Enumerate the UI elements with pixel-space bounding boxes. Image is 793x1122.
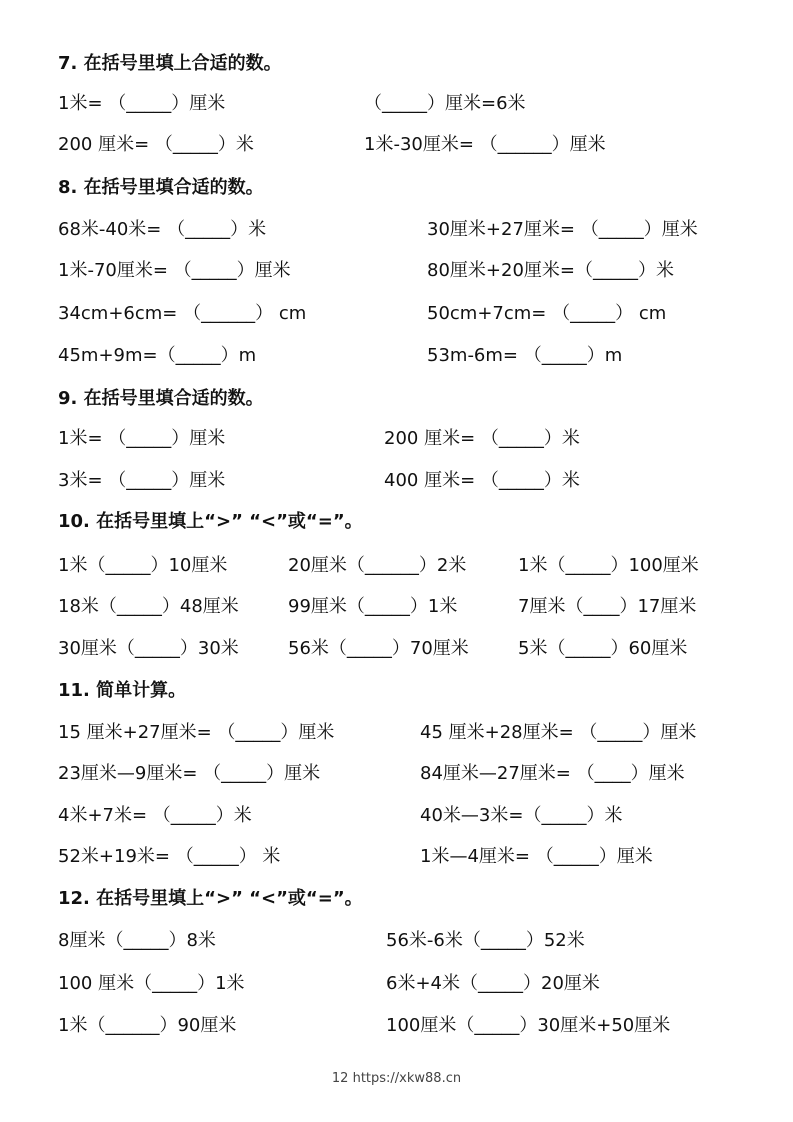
section-9-item: 200 厘米= （_____）米 — [384, 428, 580, 449]
section-7-item: 1米= （_____）厘米 — [58, 93, 226, 114]
section-8-item: 34cm+6cm= （______） cm — [58, 303, 307, 324]
section-8-item: 53m-6m= （_____）m — [427, 345, 623, 366]
section-8-item: 80厘米+20厘米=（_____）米 — [427, 260, 674, 281]
section-12-item: 56米-6米（_____）52米 — [386, 930, 585, 951]
section-10-item: 18米（_____）48厘米 — [58, 596, 239, 617]
section-9-title: 9. 在括号里填合适的数。 — [58, 388, 264, 409]
page-number: 12 — [331, 1071, 349, 1086]
section-11-item: 52米+19米= （_____） 米 — [58, 846, 281, 867]
section-11-title: 11. 简单计算。 — [58, 680, 187, 701]
section-10-item: 20厘米（______）2米 — [288, 555, 467, 576]
section-11-item: 4米+7米= （_____）米 — [58, 805, 252, 826]
section-7-item: （_____）厘米=6米 — [364, 93, 526, 114]
section-10-item: 1米（_____）100厘米 — [518, 555, 699, 576]
section-12-item: 8厘米（_____）8米 — [58, 930, 216, 951]
section-7-item: 200 厘米= （_____）米 — [58, 134, 254, 155]
section-11-item: 84厘米—27厘米= （____）厘米 — [420, 763, 685, 784]
section-8-item: 1米-70厘米= （_____）厘米 — [58, 260, 291, 281]
section-10-item: 7厘米（____）17厘米 — [518, 596, 697, 617]
section-11-item: 23厘米—9厘米= （_____）厘米 — [58, 763, 321, 784]
section-10-title: 10. 在括号里填上“>” “<”或“=”。 — [58, 511, 363, 532]
section-9-item: 3米= （_____）厘米 — [58, 470, 226, 491]
section-9-item: 1米= （_____）厘米 — [58, 428, 226, 449]
section-11-item: 1米—4厘米= （_____）厘米 — [420, 846, 653, 867]
section-10-item: 1米（_____）10厘米 — [58, 555, 228, 576]
section-8-item: 30厘米+27厘米= （_____）厘米 — [427, 219, 698, 240]
section-10-item: 99厘米（_____）1米 — [288, 596, 458, 617]
section-12-title: 12. 在括号里填上“>” “<”或“=”。 — [58, 888, 363, 909]
section-10-item: 30厘米（_____）30米 — [58, 638, 239, 659]
section-11-item: 15 厘米+27厘米= （_____）厘米 — [58, 722, 335, 743]
footer-url: https://xkw88.cn — [352, 1071, 462, 1086]
section-12-item: 6米+4米（_____）20厘米 — [386, 973, 600, 994]
section-9-item: 400 厘米= （_____）米 — [384, 470, 580, 491]
page-footer — [0, 1070, 793, 1088]
section-12-item: 100厘米（_____）30厘米+50厘米 — [386, 1015, 671, 1036]
section-10-item: 5米（_____）60厘米 — [518, 638, 688, 659]
section-8-item: 45m+9m=（_____）m — [58, 345, 257, 366]
section-11-item: 45 厘米+28厘米= （_____）厘米 — [420, 722, 697, 743]
section-12-item: 100 厘米（_____）1米 — [58, 973, 245, 994]
section-8-item: 50cm+7cm= （_____） cm — [427, 303, 667, 324]
section-11-item: 40米—3米=（_____）米 — [420, 805, 623, 826]
section-7-item: 1米-30厘米= （______）厘米 — [364, 134, 606, 155]
section-7-title: 7. 在括号里填上合适的数。 — [58, 53, 282, 74]
section-8-item: 68米-40米= （_____）米 — [58, 219, 267, 240]
section-12-item: 1米（______）90厘米 — [58, 1015, 237, 1036]
section-10-item: 56米（_____）70厘米 — [288, 638, 469, 659]
section-8-title: 8. 在括号里填合适的数。 — [58, 177, 264, 198]
